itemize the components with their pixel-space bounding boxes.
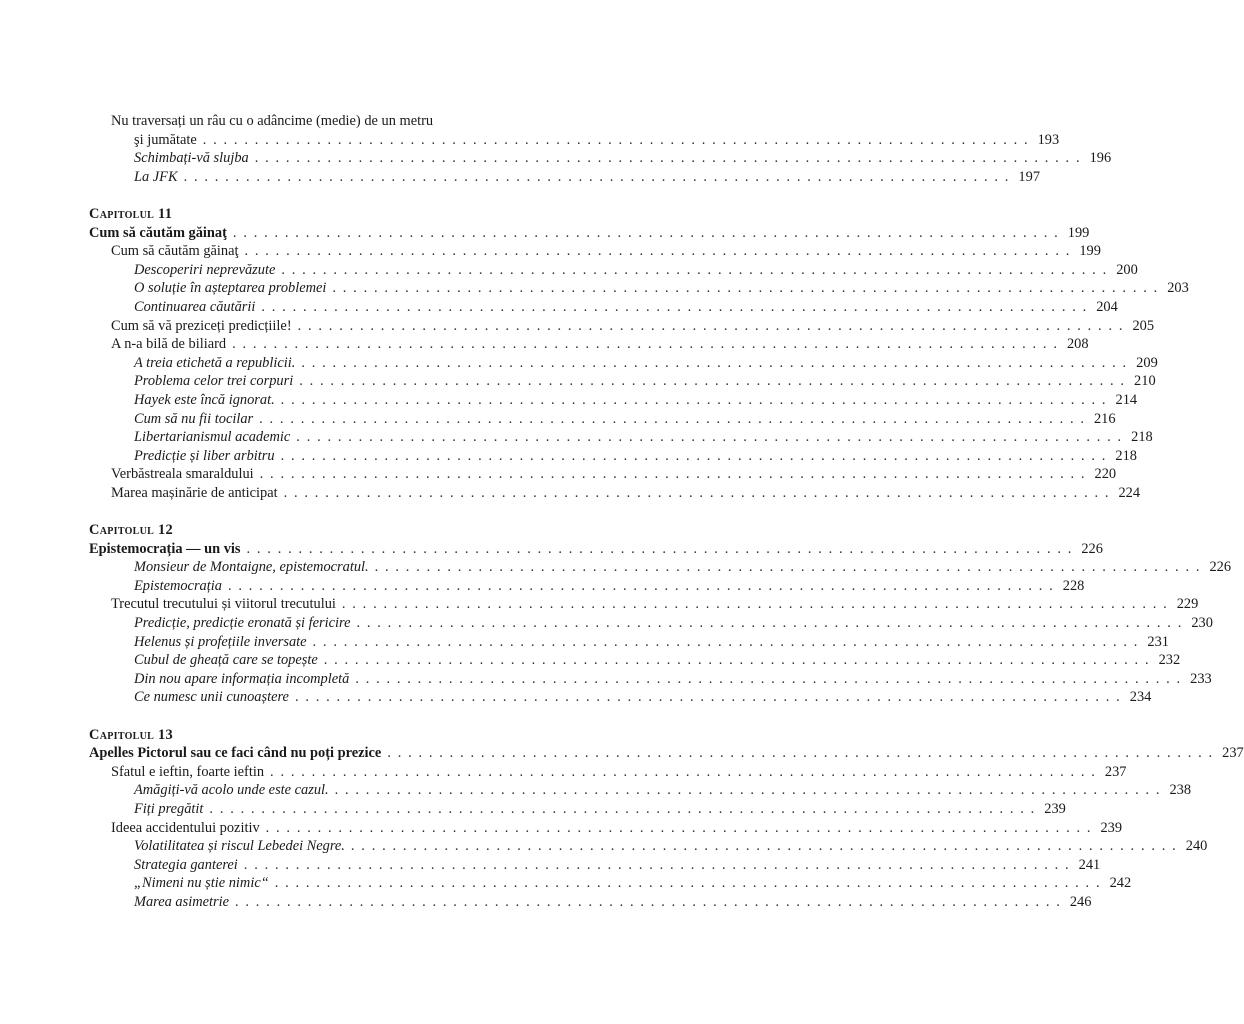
toc-entry-page: 226	[1209, 559, 1232, 576]
toc-entry-title: Predicție, predicție eronată și fericire	[134, 615, 351, 632]
toc-leader-dots: . . . . . . . . . . . . . . . . . . . . . . . . . . . . . . . . . . . . . . . . . . . . . . . . . . . . . . . . . . . . . . . . . . . . . . . . . . . . . . . .	[274, 875, 1102, 892]
section-spacer	[89, 186, 575, 205]
toc-entry-title: Marea mașinărie de anticipat	[111, 484, 278, 501]
toc-entry-title: Helenus și profețiile inversate	[134, 633, 307, 650]
toc-leader-dots: . . . . . . . . . . . . . . . . . . . . . . . . . . . . . . . . . . . . . . . . . . . . . . . . . . . . . . . . . . . . . . . . . . . . . . . . . . . . . . . .	[297, 317, 1125, 334]
toc-entry[interactable]	[89, 670, 1212, 689]
toc-leader-dots: . . . . . . . . . . . . . . . . . . . . . . . . . . . . . . . . . . . . . . . . . . . . . . . . . . . . . . . . . . . . . . . . . . . . . . . . . . . . . . . .	[341, 596, 1169, 613]
toc-entry-title: Ce numesc unii cunoaștere	[134, 689, 289, 706]
toc-entry-title: Epistemocrația	[134, 577, 222, 594]
toc-entry-title: Cum să nu fii tocilar	[134, 410, 254, 427]
toc-entry[interactable]	[89, 484, 1141, 503]
toc-entry-title: Predicție și liber arbitru	[134, 447, 275, 464]
toc-leader-dots: . . . . . . . . . . . . . . . . . . . . . . . . . . . . . . . . . . . . . . . . . . . . . . . . . . . . . . . . . . . . . . . . . . . . . . . . . . . . . . . .	[235, 893, 1062, 910]
toc-leader-dots: . . . . . . . . . . . . . . . . . . . . . . . . . . . . . . . . . . . . . . . . . . . . . . . . . . . . . . . . . . . . . . . . . . . . . . . . . . . . . . . .	[261, 298, 1088, 315]
toc-entry-title: „Nimeni nu știe nimic“	[134, 875, 269, 892]
toc-entry-title: Cubul de gheață care se topește	[134, 652, 318, 669]
toc-entry-page: 199	[1067, 224, 1090, 241]
toc-leader-dots: . . . . . . . . . . . . . . . . . . . . . . . . . . . . . . . . . . . . . . . . . . . . . . . . . . . . . . . . . . . . . . . . . . . . . . . . . . . . . . . .	[387, 745, 1214, 762]
toc-leader-dots: . . . . . . . . . . . . . . . . . . . . . . . . . . . . . . . . . . . . . . . . . . . . . . . . . . . . . . . . . . . . . . . . . . . . . . . . . . . . . . . .	[232, 224, 1060, 241]
toc-leader-dots: . . . . . . . . . . . . . . . . . . . . . . . . . . . . . . . . . . . . . . . . . . . . . . . . . . . . . . . . . . . . . . . . . . . . . . . . . . . . . . . .	[246, 540, 1073, 557]
toc-entry-title: Continuarea căutării	[134, 298, 256, 315]
toc-entry-page: 241	[1078, 856, 1101, 873]
toc-entry-page: 208	[1066, 336, 1089, 353]
toc-entry-page: 199	[1079, 243, 1101, 260]
toc-leader-dots: . . . . . . . . . . . . . . . . . . . . . . . . . . . . . . . . . . . . . . . . . . . . . . . . . . . . . . . . . . . . . . . . . . . . . . . . . . . . . . . .	[202, 131, 1030, 148]
toc-entry[interactable]	[89, 856, 1101, 875]
toc-leader-dots: . . . . . . . . . . . . . . . . . . . . . . . . . . . . . . . . . . . . . . . . . . . . . . . . . . . . . . . . . . . . . . . . . . . . . . . . . . . . . . . .	[334, 782, 1162, 799]
toc-entry-page: 226	[1081, 540, 1103, 557]
toc-leader-dots: . . . . . . . . . . . . . . . . . . . . . . . . . . . . . . . . . . . . . . . . . . . . . . . . . . . . . . . . . . . . . . . . . . . . . . . . . . . . . . . .	[281, 261, 1108, 278]
toc-entry-page: 228	[1062, 577, 1085, 594]
toc-entry-page: 232	[1158, 652, 1181, 669]
toc-entry-title: Amăgiți-vă acolo unde este cazul.	[134, 782, 329, 799]
toc-entry[interactable]	[89, 465, 1117, 484]
chapter-label: Capitolul 13	[89, 726, 174, 743]
toc-leader-dots: . . . . . . . . . . . . . . . . . . . . . . . . . . . . . . . . . . . . . . . . . . . . . . . . . . . . . . . . . . . . . . . . . . . . . . . . . . . . . . . .	[209, 800, 1036, 817]
toc-entry-page: 216	[1093, 410, 1116, 427]
toc-entry-title: A treia etichetă a republicii.	[134, 354, 296, 371]
toc-leader-dots: . . . . . . . . . . . . . . . . . . . . . . . . . . . . . . . . . . . . . . . . . . . . . . . . . . . . . . . . . . . . . . . . . . . . . . . . . . . . . . . .	[283, 484, 1111, 501]
toc-entry[interactable]	[89, 688, 1152, 707]
toc-entry-page: 210	[1134, 373, 1156, 390]
toc-entry-title: şi jumătate	[134, 131, 197, 148]
toc-leader-dots: . . . . . . . . . . . . . . . . . . . . . . . . . . . . . . . . . . . . . . . . . . . . . . . . . . . . . . . . . . . . . . . . . . . . . . . . . . . . . . . .	[227, 577, 1055, 594]
toc-entry-page: 237	[1104, 763, 1127, 780]
table-of-contents	[89, 112, 1244, 912]
toc-entry-title: Volatilitatea și riscul Lebedei Negre.	[134, 838, 345, 855]
toc-entry-page: 200	[1116, 261, 1138, 278]
toc-entry[interactable]	[89, 633, 1169, 652]
chapter-label: Capitolul 12	[89, 522, 174, 539]
toc-entry-title: Apelles Pictorul sau ce faci când nu poți prezice	[89, 745, 382, 762]
toc-entry-page: 220	[1094, 466, 1117, 483]
toc-entry-page: 233	[1190, 670, 1212, 687]
toc-entry-title: La JFK	[134, 168, 178, 185]
toc-leader-dots: . . . . . . . . . . . . . . . . . . . . . . . . . . . . . . . . . . . . . . . . . . . . . . . . . . . . . . . . . . . . . . . . . . . . . . . . . . . . . . . .	[332, 280, 1159, 297]
toc-entry[interactable]	[89, 131, 1060, 150]
toc-entry-page: 196	[1089, 150, 1112, 167]
toc-entry-page: 204	[1096, 298, 1118, 315]
toc-entry[interactable]	[89, 874, 1132, 893]
toc-entry[interactable]	[89, 447, 1137, 466]
toc-entry-title: Ideea accidentului pozitiv	[111, 819, 260, 836]
toc-entry-title: Problema celor trei corpuri	[134, 373, 294, 390]
chapter-label: Capitolul 11	[89, 205, 173, 222]
toc-entry[interactable]	[89, 224, 1090, 243]
section-spacer	[89, 502, 575, 521]
toc-entry-page: 218	[1131, 429, 1153, 446]
toc-entry[interactable]	[89, 577, 1085, 596]
toc-leader-dots: . . . . . . . . . . . . . . . . . . . . . . . . . . . . . . . . . . . . . . . . . . . . . . . . . . . . . . . . . . . . . . . . . . . . . . . . . . . . . . . .	[280, 447, 1107, 464]
toc-entry[interactable]	[89, 335, 1089, 354]
toc-entry-title: Hayek este încă ignorat.	[134, 391, 275, 408]
toc-entry-page: 240	[1185, 838, 1208, 855]
toc-entry-page: 224	[1118, 484, 1141, 501]
toc-leader-dots: . . . . . . . . . . . . . . . . . . . . . . . . . . . . . . . . . . . . . . . . . . . . . . . . . . . . . . . . . . . . . . . . . . . . . . . . . . . . . . . .	[350, 838, 1178, 855]
toc-entry-page: 239	[1100, 819, 1123, 836]
toc-entry[interactable]	[89, 744, 1244, 763]
toc-leader-dots: . . . . . . . . . . . . . . . . . . . . . . . . . . . . . . . . . . . . . . . . . . . . . . . . . . . . . . . . . . . . . . . . . . . . . . . . . . . . . . . .	[259, 466, 1087, 483]
toc-leader-dots: . . . . . . . . . . . . . . . . . . . . . . . . . . . . . . . . . . . . . . . . . . . . . . . . . . . . . . . . . . . . . . . . . . . . . . . . . . . . . . . .	[323, 652, 1151, 669]
toc-entry-page: 239	[1044, 800, 1066, 817]
toc-entry[interactable]	[89, 261, 1138, 280]
toc-entry-page: 203	[1167, 280, 1189, 297]
toc-entry-page: 230	[1191, 615, 1213, 632]
toc-entry-title: Epistemocrația — un vis	[89, 540, 241, 557]
toc-entry[interactable]	[89, 595, 1199, 614]
toc-entry-page: 229	[1176, 596, 1199, 613]
toc-entry[interactable]	[89, 372, 1156, 391]
toc-entry-page: 218	[1115, 447, 1137, 464]
toc-leader-dots: . . . . . . . . . . . . . . . . . . . . . . . . . . . . . . . . . . . . . . . . . . . . . . . . . . . . . . . . . . . . . . . . . . . . . . . . . . . . . . . .	[183, 168, 1011, 185]
toc-entry-title: Verbăstreala smaraldului	[111, 466, 254, 483]
toc-leader-dots: . . . . . . . . . . . . . . . . . . . . . . . . . . . . . . . . . . . . . . . . . . . . . . . . . . . . . . . . . . . . . . . . . . . . . . . . . . . . . . . .	[232, 336, 1059, 353]
toc-entry[interactable]	[89, 893, 1092, 912]
toc-entry-page: 205	[1132, 317, 1155, 334]
toc-entry[interactable]	[89, 354, 1158, 373]
toc-entry[interactable]	[89, 298, 1118, 317]
toc-entry-page: 214	[1115, 391, 1138, 408]
toc-entry-title: Cum să căutăm găinaţ	[89, 224, 227, 241]
toc-entry-page: 234	[1129, 689, 1152, 706]
toc-entry[interactable]	[89, 242, 1101, 261]
toc-entry-page: 242	[1109, 875, 1132, 892]
toc-leader-dots: . . . . . . . . . . . . . . . . . . . . . . . . . . . . . . . . . . . . . . . . . . . . . . . . . . . . . . . . . . . . . . . . . . . . . . . . . . . . . . . .	[244, 243, 1071, 260]
toc-entry-page: 197	[1018, 168, 1041, 185]
toc-leader-dots: . . . . . . . . . . . . . . . . . . . . . . . . . . . . . . . . . . . . . . . . . . . . . . . . . . . . . . . . . . . . . . . . . . . . . . . . . . . . . . . .	[254, 150, 1082, 167]
toc-entry-title: Strategia ganterei	[134, 856, 238, 873]
toc-entry[interactable]	[89, 540, 1103, 559]
toc-entry[interactable]	[89, 558, 1232, 577]
toc-leader-dots: . . . . . . . . . . . . . . . . . . . . . . . . . . . . . . . . . . . . . . . . . . . . . . . . . . . . . . . . . . . . . . . . . . . . . . . . . . . . . . . .	[301, 354, 1128, 371]
toc-entry[interactable]	[89, 428, 1153, 447]
toc-leader-dots: . . . . . . . . . . . . . . . . . . . . . . . . . . . . . . . . . . . . . . . . . . . . . . . . . . . . . . . . . . . . . . . . . . . . . . . . . . . . . . . .	[355, 670, 1182, 687]
toc-leader-dots: . . . . . . . . . . . . . . . . . . . . . . . . . . . . . . . . . . . . . . . . . . . . . . . . . . . . . . . . . . . . . . . . . . . . . . . . . . . . . . . .	[312, 633, 1139, 650]
toc-leader-dots: . . . . . . . . . . . . . . . . . . . . . . . . . . . . . . . . . . . . . . . . . . . . . . . . . . . . . . . . . . . . . . . . . . . . . . . . . . . . . . . .	[374, 559, 1202, 576]
toc-entry-title: Monsieur de Montaigne, epistemocratul.	[134, 559, 369, 576]
toc-entry[interactable]	[89, 279, 1189, 298]
toc-entry-title: Marea asimetrie	[134, 893, 229, 910]
section-spacer	[89, 707, 575, 726]
toc-leader-dots: . . . . . . . . . . . . . . . . . . . . . . . . . . . . . . . . . . . . . . . . . . . . . . . . . . . . . . . . . . . . . . . . . . . . . . . . . . . . . . . .	[243, 856, 1071, 873]
toc-leader-dots: . . . . . . . . . . . . . . . . . . . . . . . . . . . . . . . . . . . . . . . . . . . . . . . . . . . . . . . . . . . . . . . . . . . . . . . . . . . . . . . .	[265, 819, 1093, 836]
toc-entry-page: 193	[1037, 131, 1060, 148]
toc-intro-line: Nu traversați un râu cu o adâncime (medie) de un metru	[111, 113, 434, 129]
toc-entry-page: 246	[1069, 893, 1092, 910]
toc-entry[interactable]	[89, 614, 1213, 633]
toc-entry-title: O soluție în așteptarea problemei	[134, 280, 327, 297]
toc-entry-title: Trecutul trecutului și viitorul trecutului	[111, 596, 336, 613]
toc-entry-title: Din nou apare informația incompletă	[134, 670, 350, 687]
toc-entry[interactable]	[89, 819, 1123, 838]
toc-entry-title: Cum să vă preziceți predicțiile!	[111, 317, 292, 334]
toc-leader-dots: . . . . . . . . . . . . . . . . . . . . . . . . . . . . . . . . . . . . . . . . . . . . . . . . . . . . . . . . . . . . . . . . . . . . . . . . . . . . . . . .	[296, 429, 1123, 446]
toc-leader-dots: . . . . . . . . . . . . . . . . . . . . . . . . . . . . . . . . . . . . . . . . . . . . . . . . . . . . . . . . . . . . . . . . . . . . . . . . . . . . . . . .	[270, 763, 1097, 780]
toc-entry[interactable]	[89, 800, 1066, 819]
toc-entry[interactable]	[89, 837, 1208, 856]
toc-entry[interactable]	[89, 317, 1155, 336]
toc-entry[interactable]	[89, 391, 1138, 410]
toc-entry[interactable]	[89, 781, 1192, 800]
chapters-list	[89, 186, 1244, 911]
toc-leader-dots: . . . . . . . . . . . . . . . . . . . . . . . . . . . . . . . . . . . . . . . . . . . . . . . . . . . . . . . . . . . . . . . . . . . . . . . . . . . . . . . .	[299, 373, 1126, 390]
toc-entry-title: A n-a bilă de biliard	[111, 336, 227, 353]
toc-entry-title: Fiți pregătit	[134, 800, 204, 817]
toc-entry-title: Cum să căutăm găinaţ	[111, 243, 239, 260]
toc-entry[interactable]	[89, 168, 1041, 187]
toc-leader-dots: . . . . . . . . . . . . . . . . . . . . . . . . . . . . . . . . . . . . . . . . . . . . . . . . . . . . . . . . . . . . . . . . . . . . . . . . . . . . . . . .	[280, 391, 1108, 408]
toc-entry-title: Schimbați-vă slujba	[134, 150, 249, 167]
toc-entry-title: Sfatul e ieftin, foarte ieftin	[111, 763, 265, 780]
toc-leader-dots: . . . . . . . . . . . . . . . . . . . . . . . . . . . . . . . . . . . . . . . . . . . . . . . . . . . . . . . . . . . . . . . . . . . . . . . . . . . . . . . .	[259, 410, 1086, 427]
toc-entry-page: 237	[1222, 745, 1244, 762]
toc-entry[interactable]	[89, 410, 1116, 429]
toc-entry[interactable]	[89, 149, 1112, 168]
toc-entry-title: Libertarianismul academic	[134, 429, 291, 446]
toc-entry-title: Descoperiri neprevăzute	[134, 261, 276, 278]
toc-entry-page: 238	[1169, 782, 1192, 799]
toc-leader-dots: . . . . . . . . . . . . . . . . . . . . . . . . . . . . . . . . . . . . . . . . . . . . . . . . . . . . . . . . . . . . . . . . . . . . . . . . . . . . . . . .	[356, 615, 1183, 632]
toc-entry-page: 209	[1136, 354, 1158, 371]
toc-entry[interactable]	[89, 651, 1181, 670]
toc-entry-page: 231	[1147, 633, 1169, 650]
toc-leader-dots: . . . . . . . . . . . . . . . . . . . . . . . . . . . . . . . . . . . . . . . . . . . . . . . . . . . . . . . . . . . . . . . . . . . . . . . . . . . . . . . .	[294, 689, 1122, 706]
toc-entry[interactable]	[89, 763, 1127, 782]
